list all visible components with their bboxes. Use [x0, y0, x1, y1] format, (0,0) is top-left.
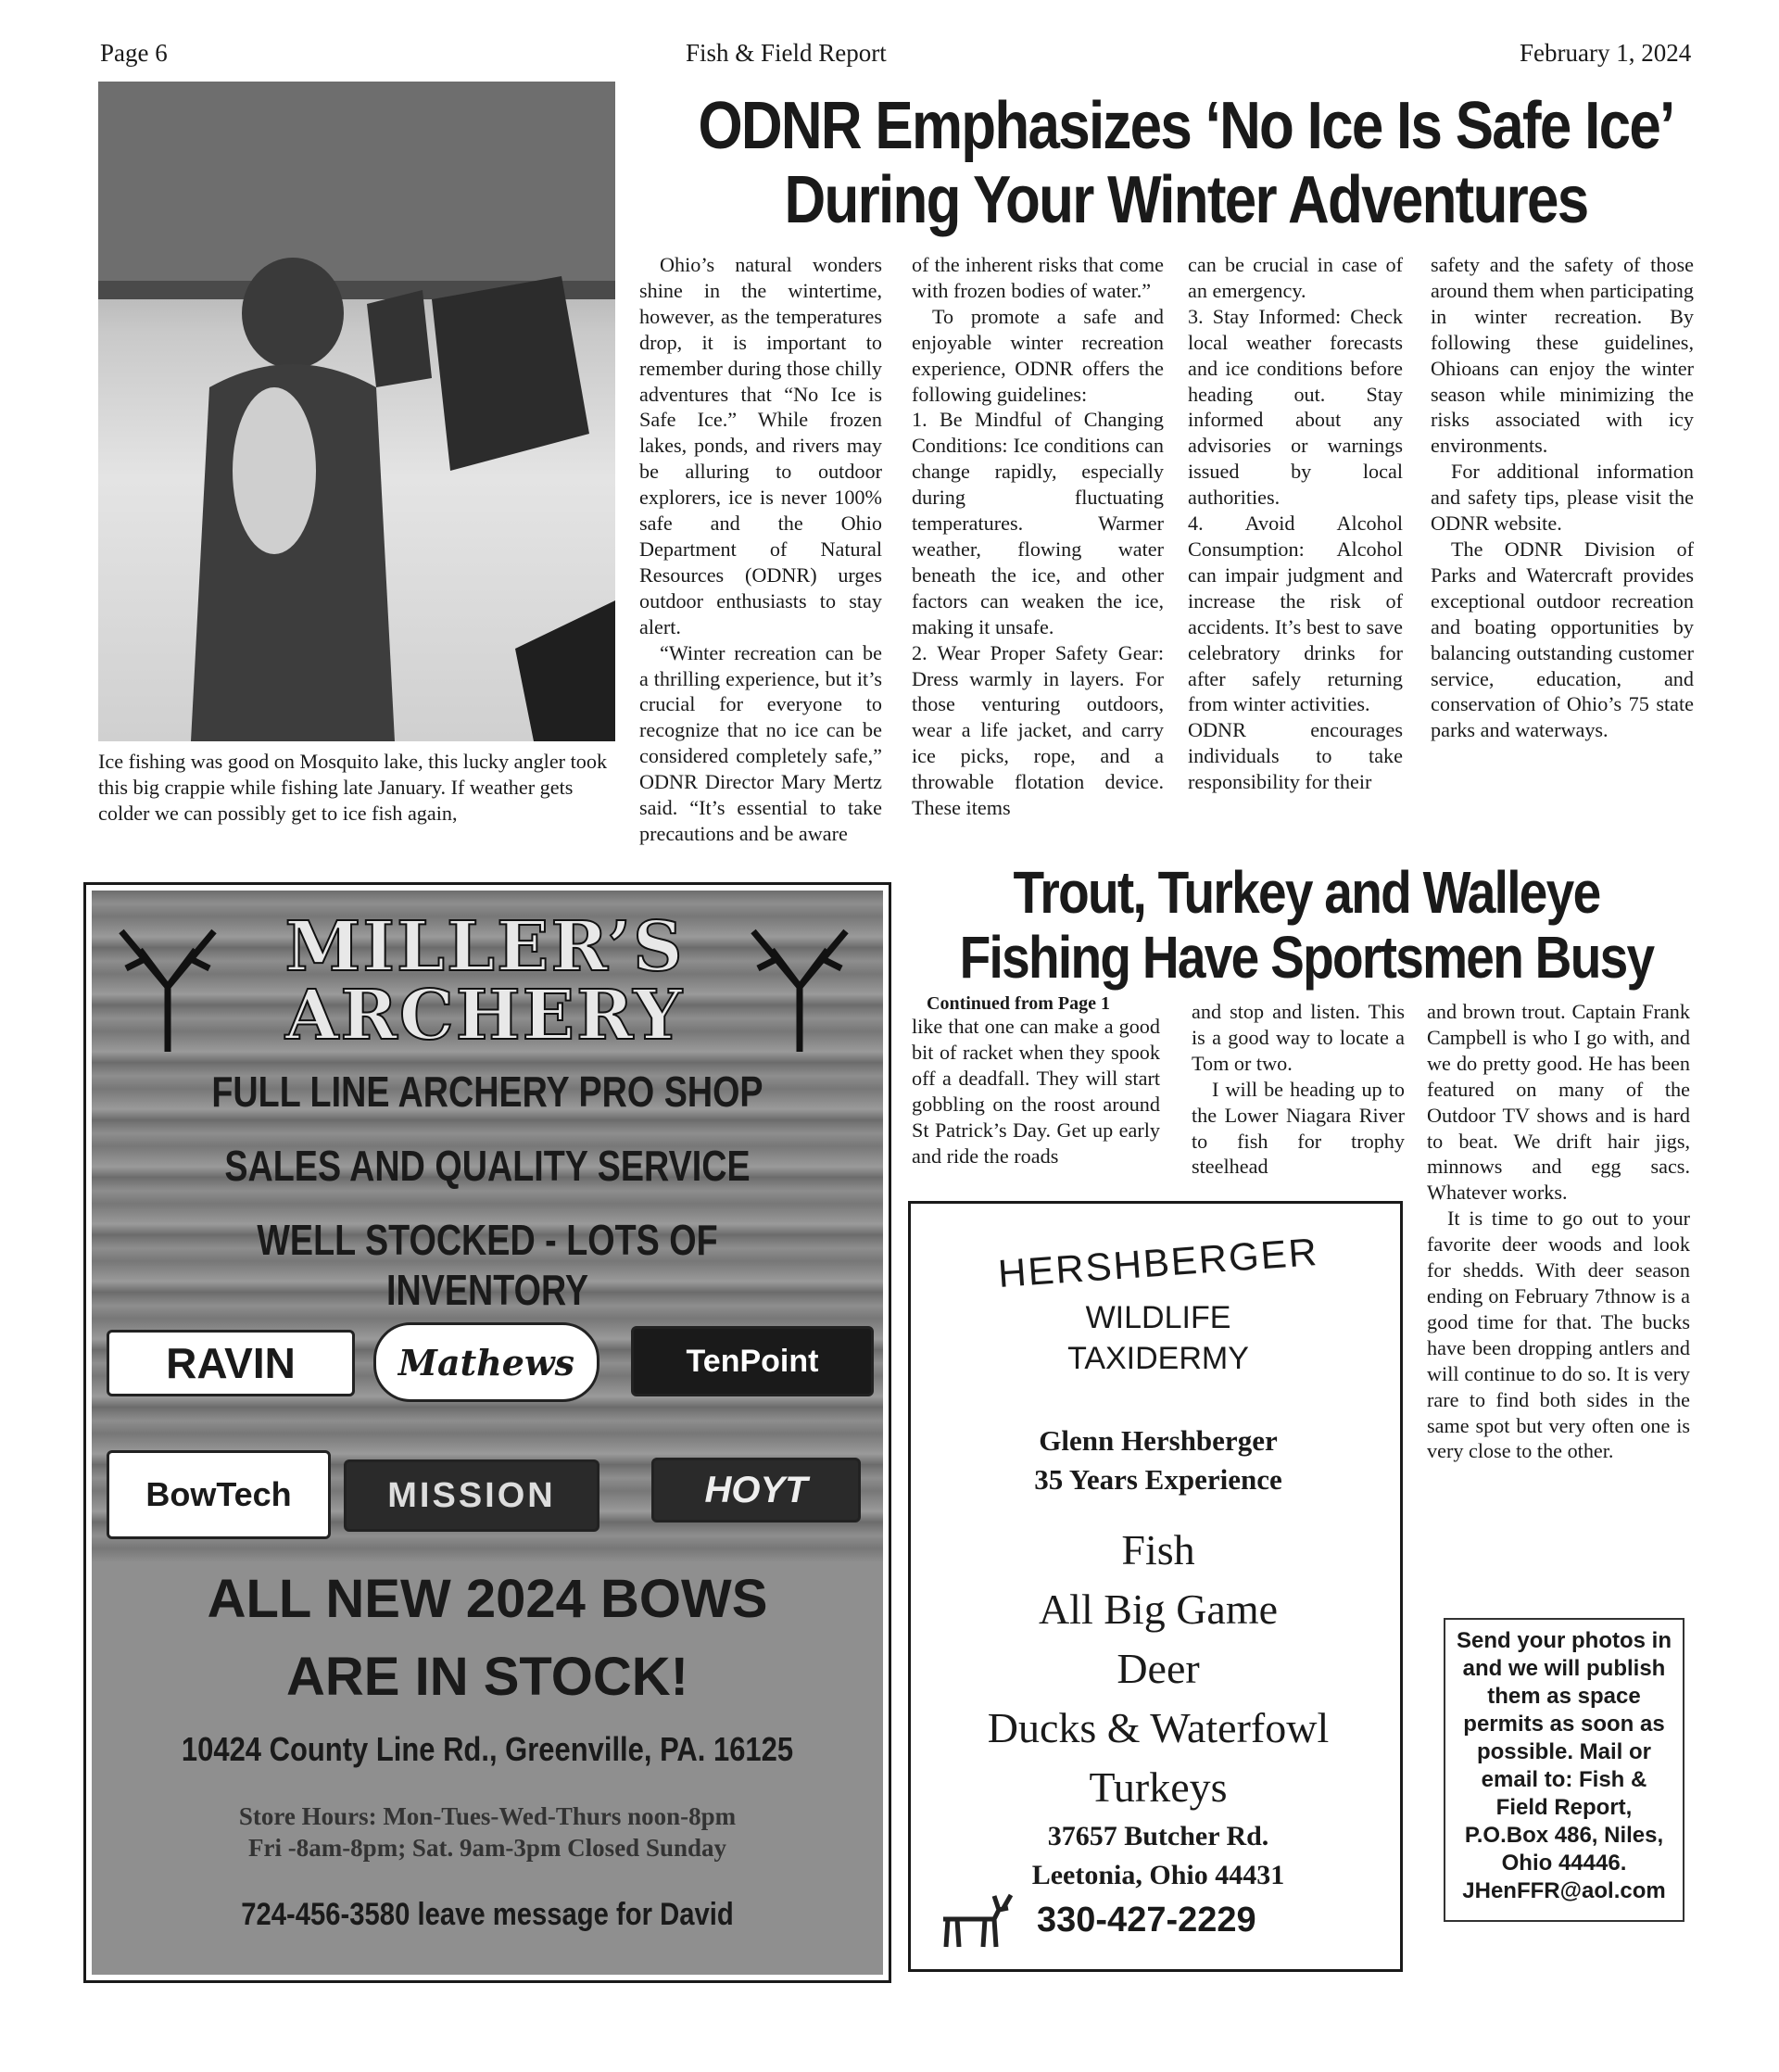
ad-hours-2: Fri -8am-8pm; Sat. 9am-3pm Closed Sunday [247, 1834, 727, 1862]
ad-tagline-1: FULL LINE ARCHERY PRO SHOP [211, 1068, 763, 1116]
page-number: Page 6 [100, 39, 168, 67]
paragraph: like that one can make a good bit of racket when they spook off a deadfall. They will start gobbling on the roost around St Patrick’s Day. Get up early and ride the roads [912, 1015, 1160, 1168]
service-item: Fish [1121, 1526, 1195, 1573]
paragraph: “Winter recreation can be a thrilling experience, but it’s crucial for everyone to recognize that no ice can be considered completely safe,” ODNR Director Mary Mertz said. “It’s essential to take precautions and be aware [639, 640, 882, 845]
article2-headline-line2: Fishing Have Sportsmen Busy [959, 924, 1654, 991]
paragraph: can be crucial in case of an emergency. [1188, 253, 1403, 302]
paragraph: To promote a safe and enjoyable winter recreation experience, ODNR offers the following guidelines: [912, 304, 1164, 406]
ad-owner: Glenn Hershberger [1039, 1424, 1278, 1457]
article1-column-3 [1188, 252, 1403, 795]
brand-logo-hoyt: HOYT [651, 1458, 861, 1522]
brand-logo-bowtech: BowTech [107, 1450, 331, 1539]
paragraph: I will be heading up to the Lower Niagara River to fish for trophy steelhead [1192, 1077, 1405, 1179]
continued-label: Continued from Page 1 [927, 993, 1110, 1014]
paragraph: safety and the safety of those around them when participating in winter recreation. By following these guidelines, Ohioans can enjoy the winter season while minimizing the risks associated with icy environments. [1431, 253, 1694, 458]
service-item: Ducks & Waterfowl [987, 1704, 1330, 1751]
millers-archery-ad [83, 882, 891, 1983]
deer-antler-icon [103, 913, 233, 1061]
ad-address-2: Leetonia, Ohio 44431 [1031, 1860, 1285, 1890]
ad-tagline-2: SALES AND QUALITY SERVICE [224, 1142, 751, 1190]
paragraph: Ohio’s natural wonders shine in the wintertime, however, as the temperatures drop, it is important to remember during those chilly adventures that “No Ice is Safe Ice.” While frozen lakes, ponds, and rivers may be alluring to outdoor explorers, ice is never 100% safe and the Ohio Department of Natural Resources (ODNR) urges outdoor enthusiasts to stay alert. [639, 253, 882, 638]
deer-antler-icon [735, 913, 864, 1061]
ad-business-name-line1: HERSHBERGER [996, 1229, 1320, 1296]
service-item: Deer [1117, 1645, 1200, 1692]
ad-headline-2: ARE IN STOCK! [286, 1647, 688, 1707]
brand-logo-mission: MISSION [344, 1459, 599, 1532]
article1-column-4 [1431, 252, 1694, 743]
paragraph: 2. Wear Proper Safety Gear: Dress warmly in layers. For those venturing outdoors, wear a life jacket, and carry ice picks, rope, and a throwable flotation device. These items [912, 640, 1164, 820]
article2-headline-line1: Trout, Turkey and Walleye [1013, 859, 1600, 926]
ad-services [911, 1521, 1406, 1817]
paragraph: of the inherent risks that come with frozen bodies of water.” [912, 253, 1164, 302]
send-photos-box [1444, 1618, 1684, 1922]
hershberger-taxidermy-ad [908, 1201, 1403, 1972]
ad-headline-1: ALL NEW 2024 BOWS [207, 1569, 768, 1629]
article1-headline-line1: ODNR Emphasizes ‘No Ice Is Safe Ice’ [698, 89, 1674, 163]
brand-logo-mathews: Mathews [373, 1322, 599, 1402]
ad-business-name-line3: TAXIDERMY [1067, 1341, 1249, 1376]
article2-column-2 [1192, 999, 1405, 1180]
ad-business-name-line1: MILLER’S [284, 907, 685, 987]
article2-column-3 [1427, 999, 1690, 1464]
ad-business-name-line2: ARCHERY [284, 976, 685, 1055]
article1-column-1 [639, 252, 882, 847]
ad-phone: 724-456-3580 leave message for David [241, 1897, 734, 1932]
paragraph: 1. Be Mindful of Changing Conditions: Ice conditions can change rapidly, especially during fluctuating temperatures. Warmer weather, flowing water beneath the ice, and other factors can weaken the ice, making it unsafe. [912, 408, 1164, 638]
deer-icon [929, 1891, 1013, 1956]
paragraph: 4. Avoid Alcohol Consumption: Alcohol can impair judgment and increase the risk of accidents. It’s best to save celebratory drinks for after safely returning from winter activities. [1188, 512, 1403, 716]
paragraph: ODNR encourages individuals to take responsibility for their [1188, 718, 1403, 794]
ad-business-name-line2: WILDLIFE [1085, 1300, 1231, 1335]
article1-column-2 [912, 252, 1164, 821]
paragraph: It is time to go out to your favorite deer woods and look for shedds. With deer season ending on February 7thnow is a good time for that. The bucks have been dropping antlers and will continue to do so. It is very rare to find both sides in the same spot but very often one is very close to the other. [1427, 1207, 1690, 1463]
ad-tagline-3: WELL STOCKED - LOTS OF INVENTORY [257, 1216, 718, 1314]
ad-phone: 330-427-2229 [1037, 1901, 1256, 1939]
paragraph: For additional information and safety tips, please visit the ODNR website. [1431, 460, 1694, 536]
article2-column-1 [912, 993, 1160, 1169]
publication-name: Fish & Field Report [686, 39, 887, 67]
brand-logo-tenpoint: TenPoint [631, 1326, 874, 1396]
service-item: All Big Game [1038, 1586, 1279, 1633]
ad-address-1: 37657 Butcher Rd. [1047, 1821, 1269, 1851]
paragraph: and brown trout. Captain Frank Campbell is who I go with, and we do pretty good. He has been featured on many of the Outdoor TV shows and is hard to beat. We drift hair jigs, minnows and egg sacs. Whatever works. [1427, 1000, 1690, 1205]
brand-logo-ravin: RAVIN [107, 1330, 355, 1396]
ad-hours-1: Store Hours: Mon-Tues-Wed-Thurs noon-8pm [238, 1802, 737, 1830]
send-photos-text: Send your photos in and we will publish them as space permits as soon as possible. Mail or email to: Fish & Field Report, P.O.Box 486, Niles, Ohio 44446. JHenFFR@aol.com [1457, 1628, 1672, 1903]
paragraph: and stop and listen. This is a good way to locate a Tom or two. [1192, 1000, 1405, 1075]
article1-headline-line2: During Your Winter Adventures [784, 163, 1588, 237]
paragraph: The ODNR Division of Parks and Watercraft provides exceptional outdoor recreation and boating opportunities by balancing outstanding customer service, education, and conservation of Ohio’s 75 state parks and waterways. [1431, 537, 1694, 742]
issue-date: February 1, 2024 [1520, 39, 1692, 67]
paragraph: 3. Stay Informed: Check local weather forecasts and ice conditions before heading out. Stay informed about any advisories or warnings issued by local authorities. [1188, 304, 1403, 510]
ad-experience: 35 Years Experience [1034, 1463, 1282, 1496]
ad-address: 10424 County Line Rd., Greenville, PA. 16125 [181, 1730, 794, 1768]
photo-caption: Ice fishing was good on Mosquito lake, this lucky angler took this big crappie while fishing late January. If weather gets colder we can possibly get to ice fish again, [98, 750, 608, 825]
ice-fishing-photo [98, 82, 615, 741]
service-item: Turkeys [1089, 1763, 1228, 1811]
